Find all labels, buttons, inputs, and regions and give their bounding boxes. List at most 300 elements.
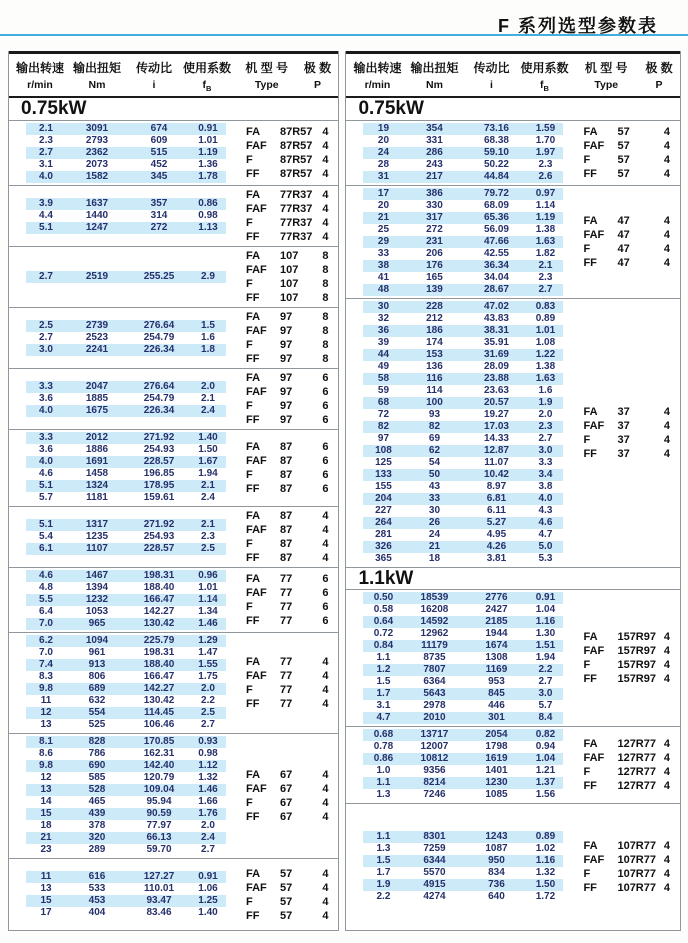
ratio-cell: 2427	[485, 604, 508, 616]
service-factor-cell: 1.16	[535, 616, 556, 628]
type-row	[246, 188, 328, 202]
service-factor-cell: 1.72	[535, 891, 556, 903]
speed-cell: 3.3	[39, 381, 53, 393]
table-row	[363, 421, 563, 433]
speed-cell: 365	[375, 553, 392, 565]
header-cell-service-factor	[518, 59, 570, 93]
type-poles: 6	[322, 469, 329, 482]
service-factor-cell: 1.6	[201, 332, 215, 344]
service-factor-cell: 2.7	[538, 284, 553, 296]
type-row	[246, 895, 328, 909]
table-row	[363, 248, 563, 260]
type-prefix: FF	[583, 448, 597, 461]
type-poles: 4	[663, 854, 670, 867]
service-factor-cell: 2.3	[538, 272, 553, 284]
type-row	[246, 216, 328, 230]
torque-cell: 554	[88, 707, 106, 719]
torque-cell: 330	[426, 200, 443, 212]
service-factor-cell: 1.12	[198, 760, 218, 772]
torque-cell: 961	[88, 647, 106, 659]
ratio-cell: 68.38	[483, 135, 509, 147]
service-factor-cell: 2.0	[201, 820, 215, 832]
ratio-cell: 255.25	[143, 271, 175, 283]
ratio-cell: 1619	[485, 753, 508, 765]
table-row	[363, 541, 563, 553]
speed-cell: 1.1	[376, 652, 391, 664]
ratio-cell: 110.01	[143, 882, 175, 894]
service-factor-cell: 4.7	[538, 529, 553, 541]
service-factor-cell: 2.4	[201, 832, 215, 844]
ratio-cell: 66.13	[146, 832, 172, 844]
torque-cell: 93	[428, 409, 441, 421]
service-factor-cell: 1.70	[535, 135, 556, 147]
torque-cell: 18	[428, 553, 441, 565]
torque-cell: 5570	[423, 867, 446, 879]
table-block	[9, 632, 338, 733]
table-row	[363, 313, 563, 325]
ratio-cell: 6.11	[486, 505, 506, 517]
type-list	[563, 405, 680, 461]
type-size: 67	[280, 797, 293, 810]
type-poles: 4	[663, 738, 670, 751]
torque-cell: 8214	[423, 777, 446, 789]
speed-cell: 13	[40, 882, 52, 894]
speed-cell: 48	[377, 284, 390, 296]
type-row	[246, 139, 328, 153]
ratio-cell: 4.26	[486, 541, 507, 553]
type-poles: 6	[322, 601, 329, 614]
type-row	[583, 447, 670, 461]
type-poles: 4	[322, 656, 329, 669]
service-factor-cell: 0.91	[198, 123, 218, 135]
table-block	[9, 858, 338, 930]
ratio-cell: 314	[150, 210, 168, 222]
type-prefix: FF	[583, 780, 597, 793]
type-row	[246, 277, 328, 291]
torque-cell: 272	[426, 224, 443, 236]
table-row	[363, 753, 563, 765]
table-row	[363, 517, 563, 529]
torque-cell: 8301	[423, 831, 446, 843]
torque-cell: 439	[88, 808, 106, 820]
speed-cell: 9.8	[39, 760, 53, 772]
type-poles: 4	[663, 766, 670, 779]
torque-cell: 114	[426, 385, 443, 397]
service-factor-cell: 1.5	[201, 320, 215, 332]
type-poles: 4	[322, 811, 329, 824]
table-row	[363, 879, 563, 891]
ratio-cell: 254.93	[143, 531, 175, 543]
service-factor-cell: 0.89	[535, 831, 556, 843]
table-row	[26, 171, 226, 183]
speed-cell: 2.2	[376, 891, 391, 903]
service-factor-cell: 1.56	[535, 789, 556, 801]
ratio-cell: 1401	[485, 765, 508, 777]
service-factor-cell: 1.01	[198, 135, 218, 147]
table-row	[363, 592, 563, 604]
service-factor-cell: 1.78	[198, 171, 218, 183]
speed-cell: 8.1	[39, 736, 53, 748]
service-factor-cell: 1.8	[201, 344, 215, 356]
table-row	[26, 123, 226, 135]
type-prefix: FA	[246, 311, 261, 324]
type-size: 77R37	[280, 189, 313, 202]
type-list	[226, 371, 338, 427]
table-row	[26, 147, 226, 159]
header-cell-ratio-label: 传动比	[473, 61, 510, 75]
type-size: 77R37	[280, 203, 313, 216]
section-label: 1.1kW	[346, 567, 680, 589]
table-row	[363, 135, 563, 147]
speed-cell: 4.8	[39, 582, 53, 594]
torque-cell: 4915	[423, 879, 446, 891]
type-size: 107R77	[617, 882, 656, 895]
service-factor-cell: 0.86	[198, 198, 218, 210]
torque-cell: 690	[88, 760, 106, 772]
type-poles: 4	[663, 448, 670, 461]
table-row	[26, 543, 226, 555]
service-factor-cell: 2.0	[201, 381, 215, 393]
service-factor-cell: 2.7	[538, 433, 553, 445]
type-poles: 4	[663, 420, 670, 433]
speed-cell: 3.6	[39, 393, 53, 405]
table-column-1	[8, 51, 339, 931]
data-rows	[26, 570, 226, 630]
torque-cell: 10812	[420, 753, 449, 765]
type-prefix: FF	[246, 552, 260, 565]
speed-cell: 0.86	[373, 753, 394, 765]
ratio-cell: 345	[150, 171, 168, 183]
table-row	[363, 445, 563, 457]
type-size: 107R77	[617, 840, 656, 853]
torque-cell: 404	[88, 906, 106, 918]
type-prefix: FF	[246, 292, 260, 305]
header-cell-type-label: 机 型 号	[584, 61, 628, 75]
type-poles: 4	[322, 126, 329, 139]
torque-cell: 2739	[85, 320, 109, 332]
service-factor-cell: 1.66	[198, 796, 218, 808]
type-list	[226, 867, 338, 923]
speed-cell: 1.9	[376, 879, 391, 891]
table-row	[363, 433, 563, 445]
type-size: 77R37	[280, 231, 313, 244]
service-factor-cell: 0.91	[535, 592, 556, 604]
torque-cell: 2012	[85, 432, 109, 444]
table-row	[26, 570, 226, 582]
type-prefix: FAF	[246, 670, 267, 683]
type-row	[246, 482, 328, 496]
speed-cell: 4.7	[376, 712, 391, 724]
speed-cell: 82	[377, 421, 390, 433]
type-row	[246, 440, 328, 454]
table-row	[26, 456, 226, 468]
ratio-cell: 68.09	[483, 200, 509, 212]
table-row	[26, 405, 226, 417]
section-label: 0.75kW	[358, 98, 424, 120]
service-factor-cell: 2.7	[538, 676, 553, 688]
table-row	[363, 200, 563, 212]
type-poles: 4	[322, 698, 329, 711]
ratio-cell: 23.88	[483, 373, 509, 385]
type-size: 57	[617, 154, 630, 167]
speed-cell: 18	[40, 820, 52, 832]
torque-cell: 1394	[85, 582, 109, 594]
speed-cell: 133	[375, 469, 392, 481]
type-poles: 8	[322, 278, 329, 291]
type-prefix: FA	[583, 215, 598, 228]
ratio-cell: 301	[488, 712, 505, 724]
type-prefix: FA	[246, 189, 261, 202]
type-prefix: FAF	[583, 420, 605, 433]
speed-cell: 2.7	[39, 332, 53, 344]
table-block	[9, 429, 338, 506]
type-row	[246, 399, 328, 413]
type-prefix: FF	[246, 414, 260, 427]
type-prefix: F	[583, 868, 591, 881]
header-cell-ratio-unit: i	[489, 79, 493, 91]
ratio-cell: 2776	[485, 592, 508, 604]
speed-cell: 13	[40, 719, 52, 731]
service-factor-cell: 1.59	[535, 123, 556, 135]
type-size: 127R77	[617, 738, 656, 751]
table-row	[363, 640, 563, 652]
speed-cell: 21	[377, 212, 390, 224]
type-size: 47	[617, 243, 630, 256]
torque-cell: 286	[426, 147, 443, 159]
table-row	[363, 831, 563, 843]
table-block	[9, 368, 338, 429]
ratio-cell: 38.31	[483, 325, 509, 337]
service-factor-cell: 1.04	[535, 753, 556, 765]
speed-cell: 24	[377, 147, 390, 159]
type-list	[226, 440, 338, 496]
type-prefix: F	[246, 601, 253, 614]
speed-cell: 19	[377, 123, 390, 135]
torque-cell: 913	[88, 659, 106, 671]
ratio-cell: 228.57	[143, 456, 175, 468]
torque-cell: 378	[88, 820, 106, 832]
service-factor-cell: 1.75	[198, 671, 218, 683]
table-row	[26, 432, 226, 444]
table-row	[26, 135, 226, 147]
type-poles: 4	[322, 140, 329, 153]
type-poles: 4	[663, 645, 670, 658]
type-poles: 4	[322, 783, 329, 796]
torque-cell: 4274	[423, 891, 446, 903]
ratio-cell: 93.47	[146, 894, 172, 906]
service-factor-cell: 1.67	[198, 456, 218, 468]
type-size: 127R77	[617, 780, 656, 793]
ratio-cell: 674	[150, 123, 168, 135]
ratio-cell: 196.85	[143, 468, 175, 480]
table-block	[9, 185, 338, 246]
service-factor-cell: 1.46	[198, 618, 218, 630]
type-poles: 4	[322, 189, 329, 202]
speed-cell: 7.4	[39, 659, 53, 671]
type-row	[246, 324, 328, 338]
table-block	[346, 120, 680, 185]
ratio-cell: 28.67	[483, 284, 509, 296]
type-row	[583, 433, 670, 447]
ratio-cell: 170.85	[143, 736, 175, 748]
speed-cell: 6.4	[39, 606, 53, 618]
type-poles: 4	[322, 895, 329, 908]
ratio-cell: 83.46	[146, 906, 172, 918]
type-prefix: FAF	[246, 881, 267, 894]
type-poles: 8	[322, 292, 329, 305]
torque-cell: 465	[88, 796, 106, 808]
type-size: 157R97	[617, 645, 656, 658]
type-poles: 4	[322, 909, 329, 922]
table-row	[363, 700, 563, 712]
type-prefix: FAF	[246, 524, 267, 537]
type-size: 87R57	[280, 126, 313, 139]
type-row	[583, 867, 670, 881]
data-rows	[363, 188, 563, 296]
table-row	[363, 529, 563, 541]
ratio-cell: 130.42	[143, 618, 175, 630]
type-poles: 4	[663, 673, 670, 686]
type-poles: 6	[322, 414, 329, 427]
service-factor-cell: 1.30	[535, 628, 556, 640]
type-size: 77	[280, 670, 293, 683]
ratio-cell: 1169	[485, 664, 508, 676]
type-poles: 4	[322, 881, 329, 894]
type-poles: 4	[663, 126, 670, 139]
header-cell-poles-unit: P	[313, 79, 321, 91]
torque-cell: 453	[88, 894, 106, 906]
ratio-cell: 42.55	[483, 248, 509, 260]
table-row	[26, 381, 226, 393]
table-row	[363, 260, 563, 272]
type-poles: 4	[663, 659, 670, 672]
speed-cell: 8.6	[39, 748, 53, 760]
service-factor-cell: 0.89	[535, 313, 556, 325]
ratio-cell: 90.59	[146, 808, 172, 820]
speed-cell: 0.68	[373, 729, 394, 741]
speed-cell: 44	[377, 349, 390, 361]
type-poles: 4	[322, 168, 329, 181]
torque-cell: 33	[428, 493, 441, 505]
type-prefix: FF	[246, 615, 260, 628]
speed-cell: 1.2	[376, 664, 391, 676]
ratio-cell: 446	[488, 700, 505, 712]
type-row	[246, 614, 328, 628]
table-row	[363, 855, 563, 867]
speed-cell: 58	[377, 373, 390, 385]
speed-cell: 36	[377, 325, 390, 337]
speed-cell: 72	[377, 409, 390, 421]
data-rows	[363, 729, 563, 801]
type-list	[226, 188, 338, 244]
data-rows	[26, 381, 226, 417]
type-prefix: FA	[246, 656, 261, 669]
ratio-cell: 950	[488, 855, 505, 867]
table-row	[26, 635, 226, 647]
type-size: 37	[617, 420, 630, 433]
torque-cell: 186	[426, 325, 443, 337]
ratio-cell: 10.42	[483, 469, 509, 481]
table-row	[26, 222, 226, 234]
service-factor-cell: 2.4	[201, 492, 215, 504]
table-row	[26, 871, 226, 883]
ratio-cell: 34.04	[483, 272, 509, 284]
table-block	[9, 567, 338, 632]
torque-cell: 176	[426, 260, 443, 272]
type-poles: 4	[322, 769, 329, 782]
torque-cell: 24	[428, 529, 441, 541]
type-list	[563, 125, 680, 181]
table-row	[363, 123, 563, 135]
type-row	[583, 419, 670, 433]
type-poles: 4	[322, 231, 329, 244]
ratio-cell: 845	[488, 688, 505, 700]
type-prefix: FAF	[583, 752, 605, 765]
table-row	[363, 664, 563, 676]
ratio-cell: 198.31	[143, 647, 175, 659]
ratio-cell: 31.69	[483, 349, 509, 361]
type-prefix: FF	[583, 882, 597, 895]
table-row	[26, 907, 226, 919]
type-size: 87	[280, 510, 293, 523]
ratio-cell: 178.95	[143, 480, 175, 492]
ratio-cell: 95.94	[146, 796, 172, 808]
type-size: 57	[280, 895, 293, 908]
ratio-cell: 226.34	[143, 405, 175, 417]
type-prefix: F	[583, 659, 591, 672]
header-cell-torque-unit: Nm	[88, 79, 106, 91]
table-row	[26, 760, 226, 772]
type-prefix: F	[246, 400, 253, 413]
header-cell-torque-unit: Nm	[425, 79, 443, 91]
table-row	[363, 604, 563, 616]
speed-cell: 1.3	[376, 843, 391, 855]
data-rows	[363, 301, 563, 565]
type-list	[226, 509, 338, 565]
type-poles: 4	[322, 670, 329, 683]
service-factor-cell: 0.91	[198, 870, 218, 882]
table-row	[363, 652, 563, 664]
type-poles: 8	[322, 264, 329, 277]
type-row	[246, 796, 328, 810]
type-prefix: F	[246, 797, 253, 810]
torque-cell: 2793	[85, 135, 109, 147]
speed-cell: 5.1	[39, 519, 53, 531]
ratio-cell: 162.31	[143, 748, 175, 760]
service-factor-cell: 1.51	[535, 640, 556, 652]
torque-cell: 116	[426, 373, 443, 385]
header-cell-service-factor-unit: $f_B$	[539, 79, 549, 94]
type-size: 107	[280, 264, 299, 277]
type-size: 107R77	[617, 854, 656, 867]
type-prefix: FAF	[583, 854, 605, 867]
ratio-cell: 114.45	[143, 707, 175, 719]
type-prefix: F	[583, 243, 591, 256]
torque-cell: 7807	[423, 664, 446, 676]
ratio-cell: 56.09	[483, 224, 509, 236]
table-row	[26, 444, 226, 456]
table-row	[363, 349, 563, 361]
type-prefix: F	[583, 154, 591, 167]
type-prefix: F	[246, 684, 253, 697]
type-row	[246, 768, 328, 782]
type-row	[583, 751, 670, 765]
torque-cell: 8735	[423, 652, 446, 664]
table-row	[363, 628, 563, 640]
table-row	[363, 457, 563, 469]
table-row	[363, 337, 563, 349]
service-factor-cell: 1.63	[535, 373, 556, 385]
